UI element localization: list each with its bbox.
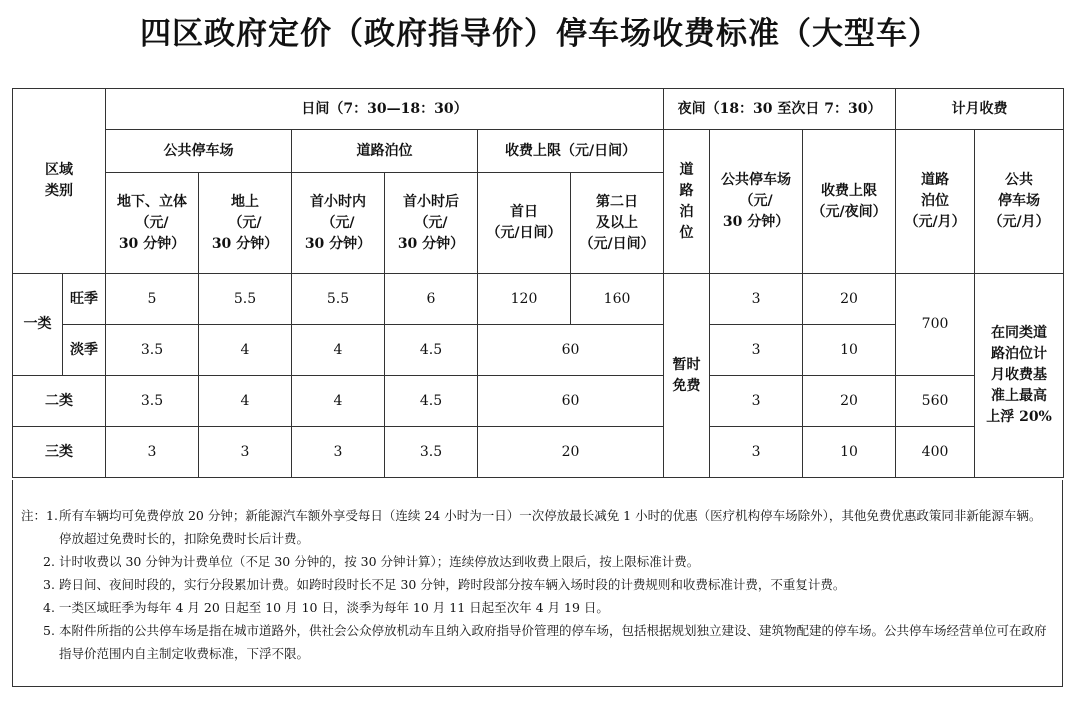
header-monthly-public: 公共 停车场 （元/月） bbox=[975, 130, 1064, 274]
table-cell: 5 bbox=[106, 274, 199, 325]
header-night-public: 公共停车场 （元/ 30 分钟） bbox=[710, 130, 803, 274]
note-item: 2. 计时收费以 30 分钟为计费单位（不足 30 分钟的，按 30 分钟计算）；连续停放达到收费上限后，按上限标准计费。 bbox=[43, 554, 700, 569]
header-monthly: 计月收费 bbox=[896, 89, 1064, 130]
monthly-public-note: 在同类道 路泊位计 月收费基 准上最高 上浮 20% bbox=[975, 274, 1064, 478]
header-first-hour: 首小时内 （元/ 30 分钟） bbox=[292, 173, 385, 274]
note-prefix: 注：1. bbox=[21, 508, 58, 523]
table-cell: 20 bbox=[803, 376, 896, 427]
table-cell: 160 bbox=[571, 274, 664, 325]
table-cell: 3 bbox=[106, 427, 199, 478]
table-cell: 3 bbox=[199, 427, 292, 478]
header-day-cap: 收费上限（元/日间） bbox=[478, 130, 664, 173]
table-cell: 4 bbox=[199, 376, 292, 427]
table-cell: 60 bbox=[478, 376, 664, 427]
table-cell: 10 bbox=[803, 427, 896, 478]
table-cell: 20 bbox=[803, 274, 896, 325]
night-road-free: 暂时 免费 bbox=[664, 274, 710, 478]
table-cell: 20 bbox=[478, 427, 664, 478]
table-cell: 120 bbox=[478, 274, 571, 325]
notes-section bbox=[12, 480, 1063, 687]
note-item: 4. 一类区域旺季为每年 4 月 20 日起至 10 月 10 日，淡季为每年 10 月 11 日起至次年 4 月 19 日。 bbox=[43, 600, 609, 615]
page-title: 四区政府定价（政府指导价）停车场收费标准（大型车） bbox=[140, 16, 940, 52]
table-cell: 4 bbox=[292, 376, 385, 427]
table-cell: 3 bbox=[292, 427, 385, 478]
off-label: 淡季 bbox=[63, 325, 106, 376]
table-cell: 4.5 bbox=[385, 325, 478, 376]
table-cell: 60 bbox=[478, 325, 664, 376]
table-cell: 700 bbox=[896, 274, 975, 376]
table-cell: 4 bbox=[199, 325, 292, 376]
header-road-berth: 道路泊位 bbox=[292, 130, 478, 173]
header-first-day: 首日 （元/日间） bbox=[478, 173, 571, 274]
header-monthly-road: 道路 泊位 （元/月） bbox=[896, 130, 975, 274]
table-cell: 3 bbox=[710, 274, 803, 325]
header-second-day: 第二日 及以上 （元/日间） bbox=[571, 173, 664, 274]
table-cell: 10 bbox=[803, 325, 896, 376]
note-item: 5. 本附件所指的公共停车场是指在城市道路外，供社会公众停放机动车且纳入政府指导价管理的停车场，包括根据规划独立建设、建筑物配建的停车场。公共停车场经营单位可在政府指导价范围内自主制定收费标准，下浮不限。 bbox=[43, 623, 1047, 661]
peak-label: 旺季 bbox=[63, 274, 106, 325]
header-public-lot: 公共停车场 bbox=[106, 130, 292, 173]
header-underground: 地下、立体 （元/ 30 分钟） bbox=[106, 173, 199, 274]
header-region-category: 区域 类别 bbox=[13, 89, 106, 274]
header-daytime: 日间（7：30—18：30） bbox=[106, 89, 664, 130]
table-cell: 3 bbox=[710, 427, 803, 478]
note-item: 3. 跨日间、夜间时段的，实行分段累加计费。如跨时段时长不足 30 分钟，跨时段部分按车辆入场时段的计费规则和收费标准计费，不重复计费。 bbox=[43, 577, 846, 592]
table-cell: 3.5 bbox=[106, 325, 199, 376]
table-cell: 4 bbox=[292, 325, 385, 376]
cat1-label: 一类 bbox=[13, 274, 63, 376]
table-cell: 3 bbox=[710, 325, 803, 376]
table-cell: 3.5 bbox=[385, 427, 478, 478]
table-cell: 560 bbox=[896, 376, 975, 427]
fee-table bbox=[12, 88, 1064, 478]
cat3-label: 三类 bbox=[13, 427, 106, 478]
table-cell: 400 bbox=[896, 427, 975, 478]
header-nighttime: 夜间（18：30 至次日 7：30） bbox=[664, 89, 896, 130]
header-night-road: 道 路 泊 位 bbox=[664, 130, 710, 274]
cat2-label: 二类 bbox=[13, 376, 106, 427]
table-cell: 3.5 bbox=[106, 376, 199, 427]
header-night-cap: 收费上限 （元/夜间） bbox=[803, 130, 896, 274]
header-ground: 地上 （元/ 30 分钟） bbox=[199, 173, 292, 274]
table-cell: 6 bbox=[385, 274, 478, 325]
note-item: 注：1. 所有车辆均可免费停放 20 分钟；新能源汽车额外享受每日（连续 24 小时为一日）一次停放最长减免 1 小时的优惠（医疗机构停车场除外），其他免费优惠政策同非新能源车辆。停放超过免费时长的，扣除免费时长后计费。 bbox=[21, 504, 1050, 550]
table-cell: 4.5 bbox=[385, 376, 478, 427]
table-cell: 3 bbox=[710, 376, 803, 427]
table-cell: 5.5 bbox=[292, 274, 385, 325]
table-cell: 5.5 bbox=[199, 274, 292, 325]
header-after-first-hour: 首小时后 （元/ 30 分钟） bbox=[385, 173, 478, 274]
